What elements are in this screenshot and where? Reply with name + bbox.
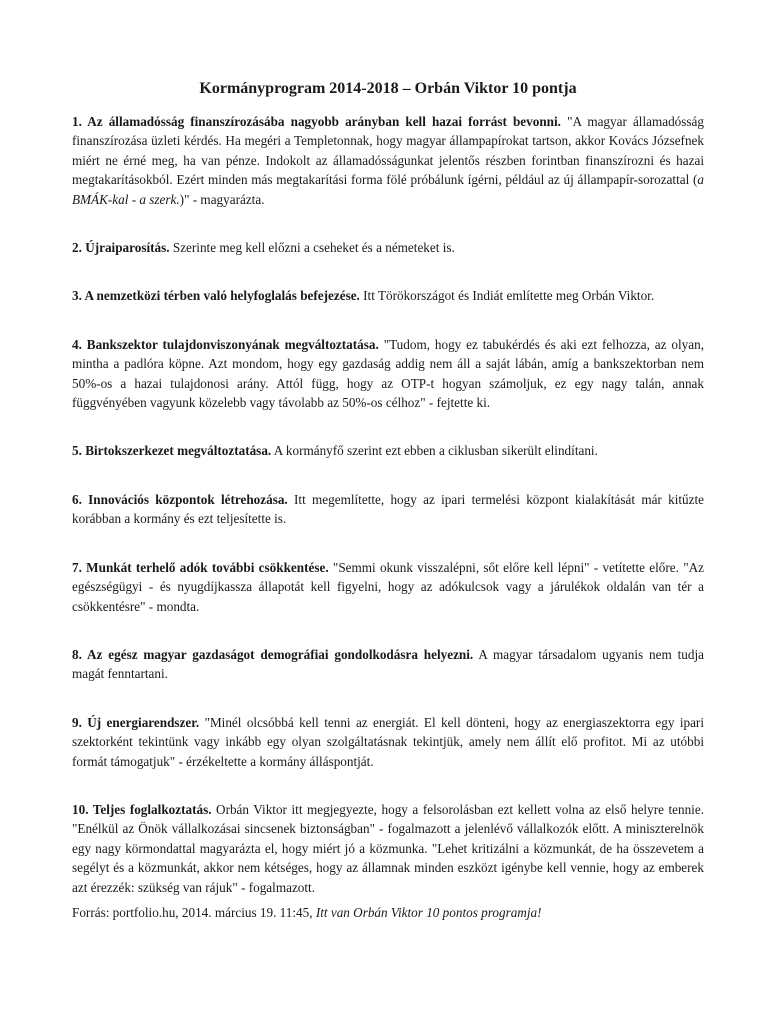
document-page — [72, 78, 704, 922]
point-heading: 10. Teljes foglalkoztatás. — [72, 801, 212, 817]
point-text: "A magyar államadósság finanszírozása üzleti kérdés. Ha megéri a Templetonnak, hogy magyar állampapírokat tartson, akkor Kovács Józsefnek miért ne érné meg, ha van pénze. Indokolt az államadósságunkat jelentős részben forintban finanszírozni és hazai megtakarításokból. Ezért minden más megtakarítási forma fölé próbálunk ígérni, például az új állampapír-sorozattal ( — [72, 114, 704, 188]
point-heading: 2. Újraiparosítás. — [72, 240, 170, 256]
source-prefix: Forrás: portfolio.hu, 2014. március 19. 11:45, — [72, 904, 316, 920]
source-line — [72, 903, 704, 922]
source-article-title: Itt van Orbán Viktor 10 pontos programja! — [315, 904, 542, 920]
point-1 — [72, 112, 704, 209]
point-2 — [72, 238, 704, 257]
point-5 — [72, 441, 704, 460]
point-heading: 8. Az egész magyar gazdaságot demográfiai gondolkodásra helyezni. — [72, 646, 474, 662]
point-10 — [72, 800, 704, 897]
point-italic-note: a BMÁK-kal - a szerk. — [72, 172, 704, 207]
point-9 — [72, 713, 704, 771]
point-heading: 3. A nemzetközi térben való helyfoglalás befejezése. — [72, 288, 360, 304]
point-heading: 7. Munkát terhelő adók további csökkentése. — [72, 559, 329, 575]
point-text: "Tudom, hogy ez tabukérdés és aki ezt felhozza, az olyan, mintha a padlóra köpne. Azt mondom, hogy egy gazdaság addig nem áll a saját lábán, amíg a bankszektorban nem 50%-os a hazai tulajdonosi arány. Attól függ, hogy az OTP-t hogyan számoljuk, ez egy nagy talán, annak függvényében vagyunk közelebb vagy távolabb az 50%-os célhoz" - fejtette ki. — [72, 336, 704, 411]
point-6 — [72, 490, 704, 529]
point-text-after: )" - magyarázta. — [179, 191, 265, 207]
document-title: Kormányprogram 2014-2018 – Orbán Viktor 10 pontja — [199, 80, 577, 97]
point-heading: 5. Birtokszerkezet megváltoztatása. — [72, 443, 272, 459]
point-text: Szerinte meg kell előzni a cseheket és a németeket is. — [169, 240, 455, 256]
point-text: A magyar társadalom ugyanis nem tudja magát fenntartani. — [72, 646, 704, 682]
point-heading: 9. Új energiarendszer. — [72, 714, 200, 730]
point-4 — [72, 335, 704, 413]
point-heading: 4. Bankszektor tulajdonviszonyának megváltoztatása. — [72, 336, 379, 352]
point-text: "Semmi okunk visszalépni, sőt előre kell lépni" - vetítette előre. "Az egészségügyi - és nyugdíjkassza állapotát kell figyelni, hogy az adókulcsok vagy a járulékok oldalán van tér a csökkentésre" - mondta. — [72, 559, 704, 614]
point-8 — [72, 645, 704, 684]
point-7 — [72, 558, 704, 616]
point-heading: 6. Innovációs központok létrehozása. — [72, 491, 288, 507]
point-heading: 1. Az államadósság finanszírozásába nagyobb arányban kell hazai forrást bevonni. — [72, 114, 561, 129]
point-text: Itt Törökországot és Indiát említette meg Orbán Viktor. — [359, 288, 655, 304]
point-text: Itt megemlítette, hogy az ipari termelési központ kialakítását már kitűzte korábban a kormány és ezt teljesítette is. — [72, 491, 704, 527]
point-text: "Minél olcsóbbá kell tenni az energiát. El kell dönteni, hogy az energiaszektorra egy ipari szektorként tekintünk vagy inkább egy olyan szolgáltatásnak tekintjük, amely nem állít elő profitot. Mi az utóbbi formát támogatjuk" - érzékeltette a kormány álláspontját. — [72, 714, 704, 769]
point-3 — [72, 286, 704, 305]
point-text: Orbán Viktor itt megjegyezte, hogy a felsorolásban ezt kellett volna az első helyre tennie. "Enélkül az Önök vállalkozásai sincsenek biztonságban" - fogalmazott a jelenlévő vállalkozók előtt. A miniszterelnök egy nagy körmondattal magyarázta el, hogy miért jó a közmunka. "Lehet kritizálni a közmunkát, de ha összevetem a segélyt és a közmunkát, akkor nem kétséges, hogy az államnak minden eszközt igénybe kell vennie, hogy az emberek azt érezzék: szükség van rájuk" - fogalmazott. — [72, 801, 704, 895]
point-text: A kormányfő szerint ezt ebben a ciklusban sikerült elindítani. — [271, 443, 598, 459]
